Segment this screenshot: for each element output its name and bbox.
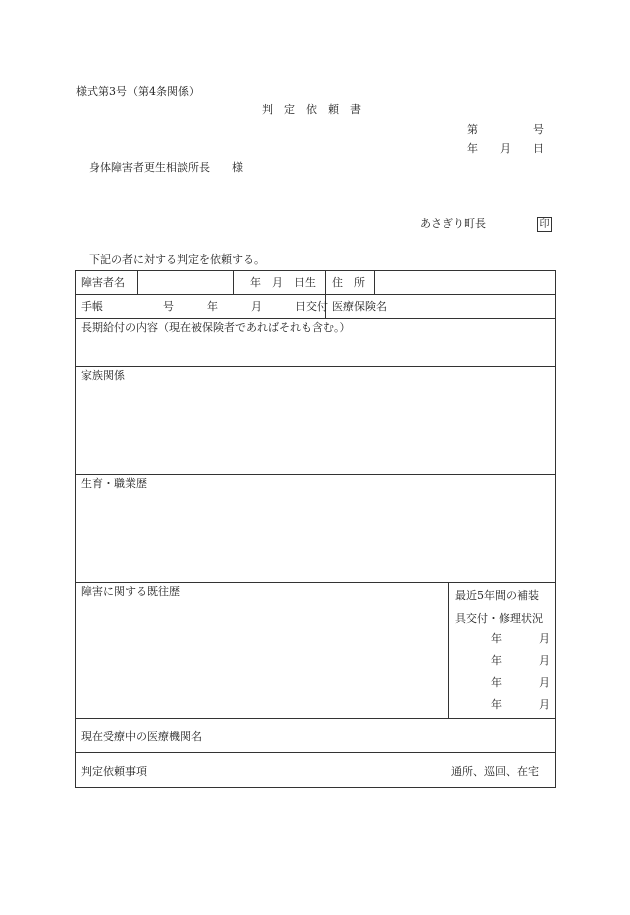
year-cell: 年	[491, 654, 502, 667]
request-options: 通所、巡回、在宅	[451, 765, 539, 778]
month-cell: 月	[539, 698, 550, 711]
month-cell: 月	[539, 676, 550, 689]
row-divider	[75, 718, 556, 719]
upbringing-career-label: 生育・職業歴	[81, 477, 147, 490]
disability-history-label: 障害に関する既往歴	[81, 585, 180, 598]
judgment-request-label: 判定依頼事項	[81, 765, 147, 778]
month-cell: 月	[539, 654, 550, 667]
row-divider	[75, 318, 556, 319]
document-date: 年 月 日	[467, 142, 544, 155]
assistive-device-label: 最近5年間の補装	[455, 589, 539, 602]
sender-name: あさぎり町長	[420, 217, 486, 230]
notebook-issue-date: 号 年 月 日交付	[163, 300, 328, 313]
addressee: 身体障害者更生相談所長 様	[89, 161, 243, 174]
row-divider	[75, 474, 556, 475]
disabled-person-name-label: 障害者名	[81, 276, 125, 289]
cell-divider	[374, 270, 375, 294]
form-table	[75, 270, 556, 788]
medical-insurance-label: 医療保険名	[332, 300, 387, 313]
row-divider	[75, 752, 556, 753]
long-term-benefit-label: 長期給付の内容（現在被保険者であればそれも含む。）	[81, 321, 351, 334]
birth-date-label: 年 月 日生	[250, 276, 316, 289]
row-divider	[75, 366, 556, 367]
form-number: 様式第3号（第4条関係）	[76, 85, 200, 98]
document-title: 判 定 依 頼 書	[262, 103, 361, 116]
year-cell: 年	[491, 632, 502, 645]
cell-divider	[233, 270, 234, 294]
current-medical-institution-label: 現在受療中の医療機関名	[81, 730, 202, 743]
seal-stamp: 印	[537, 217, 552, 232]
row-divider	[75, 582, 556, 583]
address-label: 住 所	[332, 276, 365, 289]
notebook-label: 手帳	[81, 300, 103, 313]
row-divider	[75, 294, 556, 295]
assistive-device-label: 具交付・修理状況	[455, 612, 543, 625]
family-relations-label: 家族関係	[81, 369, 125, 382]
document-number: 第 号	[467, 123, 544, 136]
intro-text: 下記の者に対する判定を依頼する。	[89, 253, 265, 266]
cell-divider	[448, 582, 449, 718]
year-cell: 年	[491, 698, 502, 711]
year-cell: 年	[491, 676, 502, 689]
month-cell: 月	[539, 632, 550, 645]
cell-divider	[137, 270, 138, 294]
